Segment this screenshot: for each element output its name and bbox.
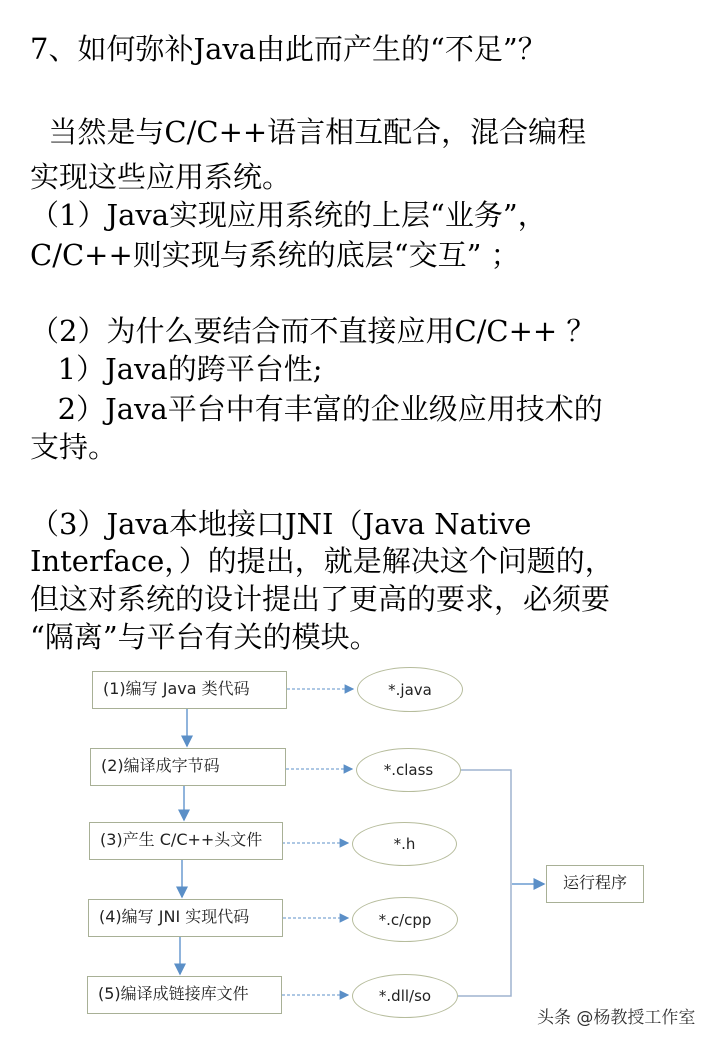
watermark: 头条 @杨教授工作室 xyxy=(537,1008,696,1028)
step-box-1 xyxy=(92,671,287,709)
output-ellipse-cpp xyxy=(352,897,458,942)
paragraph-line: 当然是与C/C++语言相互配合，混合编程 xyxy=(30,115,587,149)
output-label: *.dll/so xyxy=(378,987,432,1005)
output-ellipse-dll xyxy=(352,974,458,1018)
paragraph-line: （1）Java实现应用系统的上层“业务”， xyxy=(30,198,547,232)
output-ellipse-java xyxy=(357,667,463,712)
paragraph-line: 实现这些应用系统。 xyxy=(30,160,292,194)
output-ellipse-class xyxy=(356,748,461,792)
step-box-5 xyxy=(87,976,282,1014)
output-ellipse-h xyxy=(352,822,457,866)
step-label: (1)编写 Java 类代码 xyxy=(103,679,250,698)
step-label: (3)产生 C/C++头文件 xyxy=(100,830,263,849)
paragraph-line: 支持。 xyxy=(30,430,118,464)
paragraph-line: C/C++则实现与系统的底层“交互” ； xyxy=(30,238,520,272)
step-label: (2)编译成字节码 xyxy=(101,756,220,775)
output-label: *.class xyxy=(383,761,434,779)
paragraph-line: 但这对系统的设计提出了更高的要求，必须要 xyxy=(30,582,611,616)
paragraph-line: （2）为什么要结合而不直接应用C/C++ ？ xyxy=(30,314,596,348)
step-box-2 xyxy=(90,748,286,786)
output-label: *.c/cpp xyxy=(378,910,432,929)
run-program-label: 运行程序 xyxy=(562,873,627,892)
paragraph-line: Interface，）的提出，就是解决这个问题的， xyxy=(30,544,614,578)
output-label: *.java xyxy=(388,680,432,699)
step-box-4 xyxy=(88,899,283,937)
paragraph-line: （3）Java本地接口JNI（Java Native xyxy=(30,507,532,541)
output-label: *.h xyxy=(393,835,416,853)
page-title: 7、如何弥补Java由此而产生的“不足”？ xyxy=(30,32,547,66)
step-label: (5)编译成链接库文件 xyxy=(98,984,249,1003)
paragraph-line: 1）Java的跨平台性; xyxy=(30,352,323,386)
paragraph-line: “隔离”与平台有关的模块。 xyxy=(30,620,379,654)
step-box-3 xyxy=(89,822,283,860)
run-program-box xyxy=(546,865,644,903)
paragraph-line: 2）Java平台中有丰富的企业级应用技术的 xyxy=(30,392,603,426)
step-label: (4)编写 JNI 实现代码 xyxy=(99,907,250,926)
